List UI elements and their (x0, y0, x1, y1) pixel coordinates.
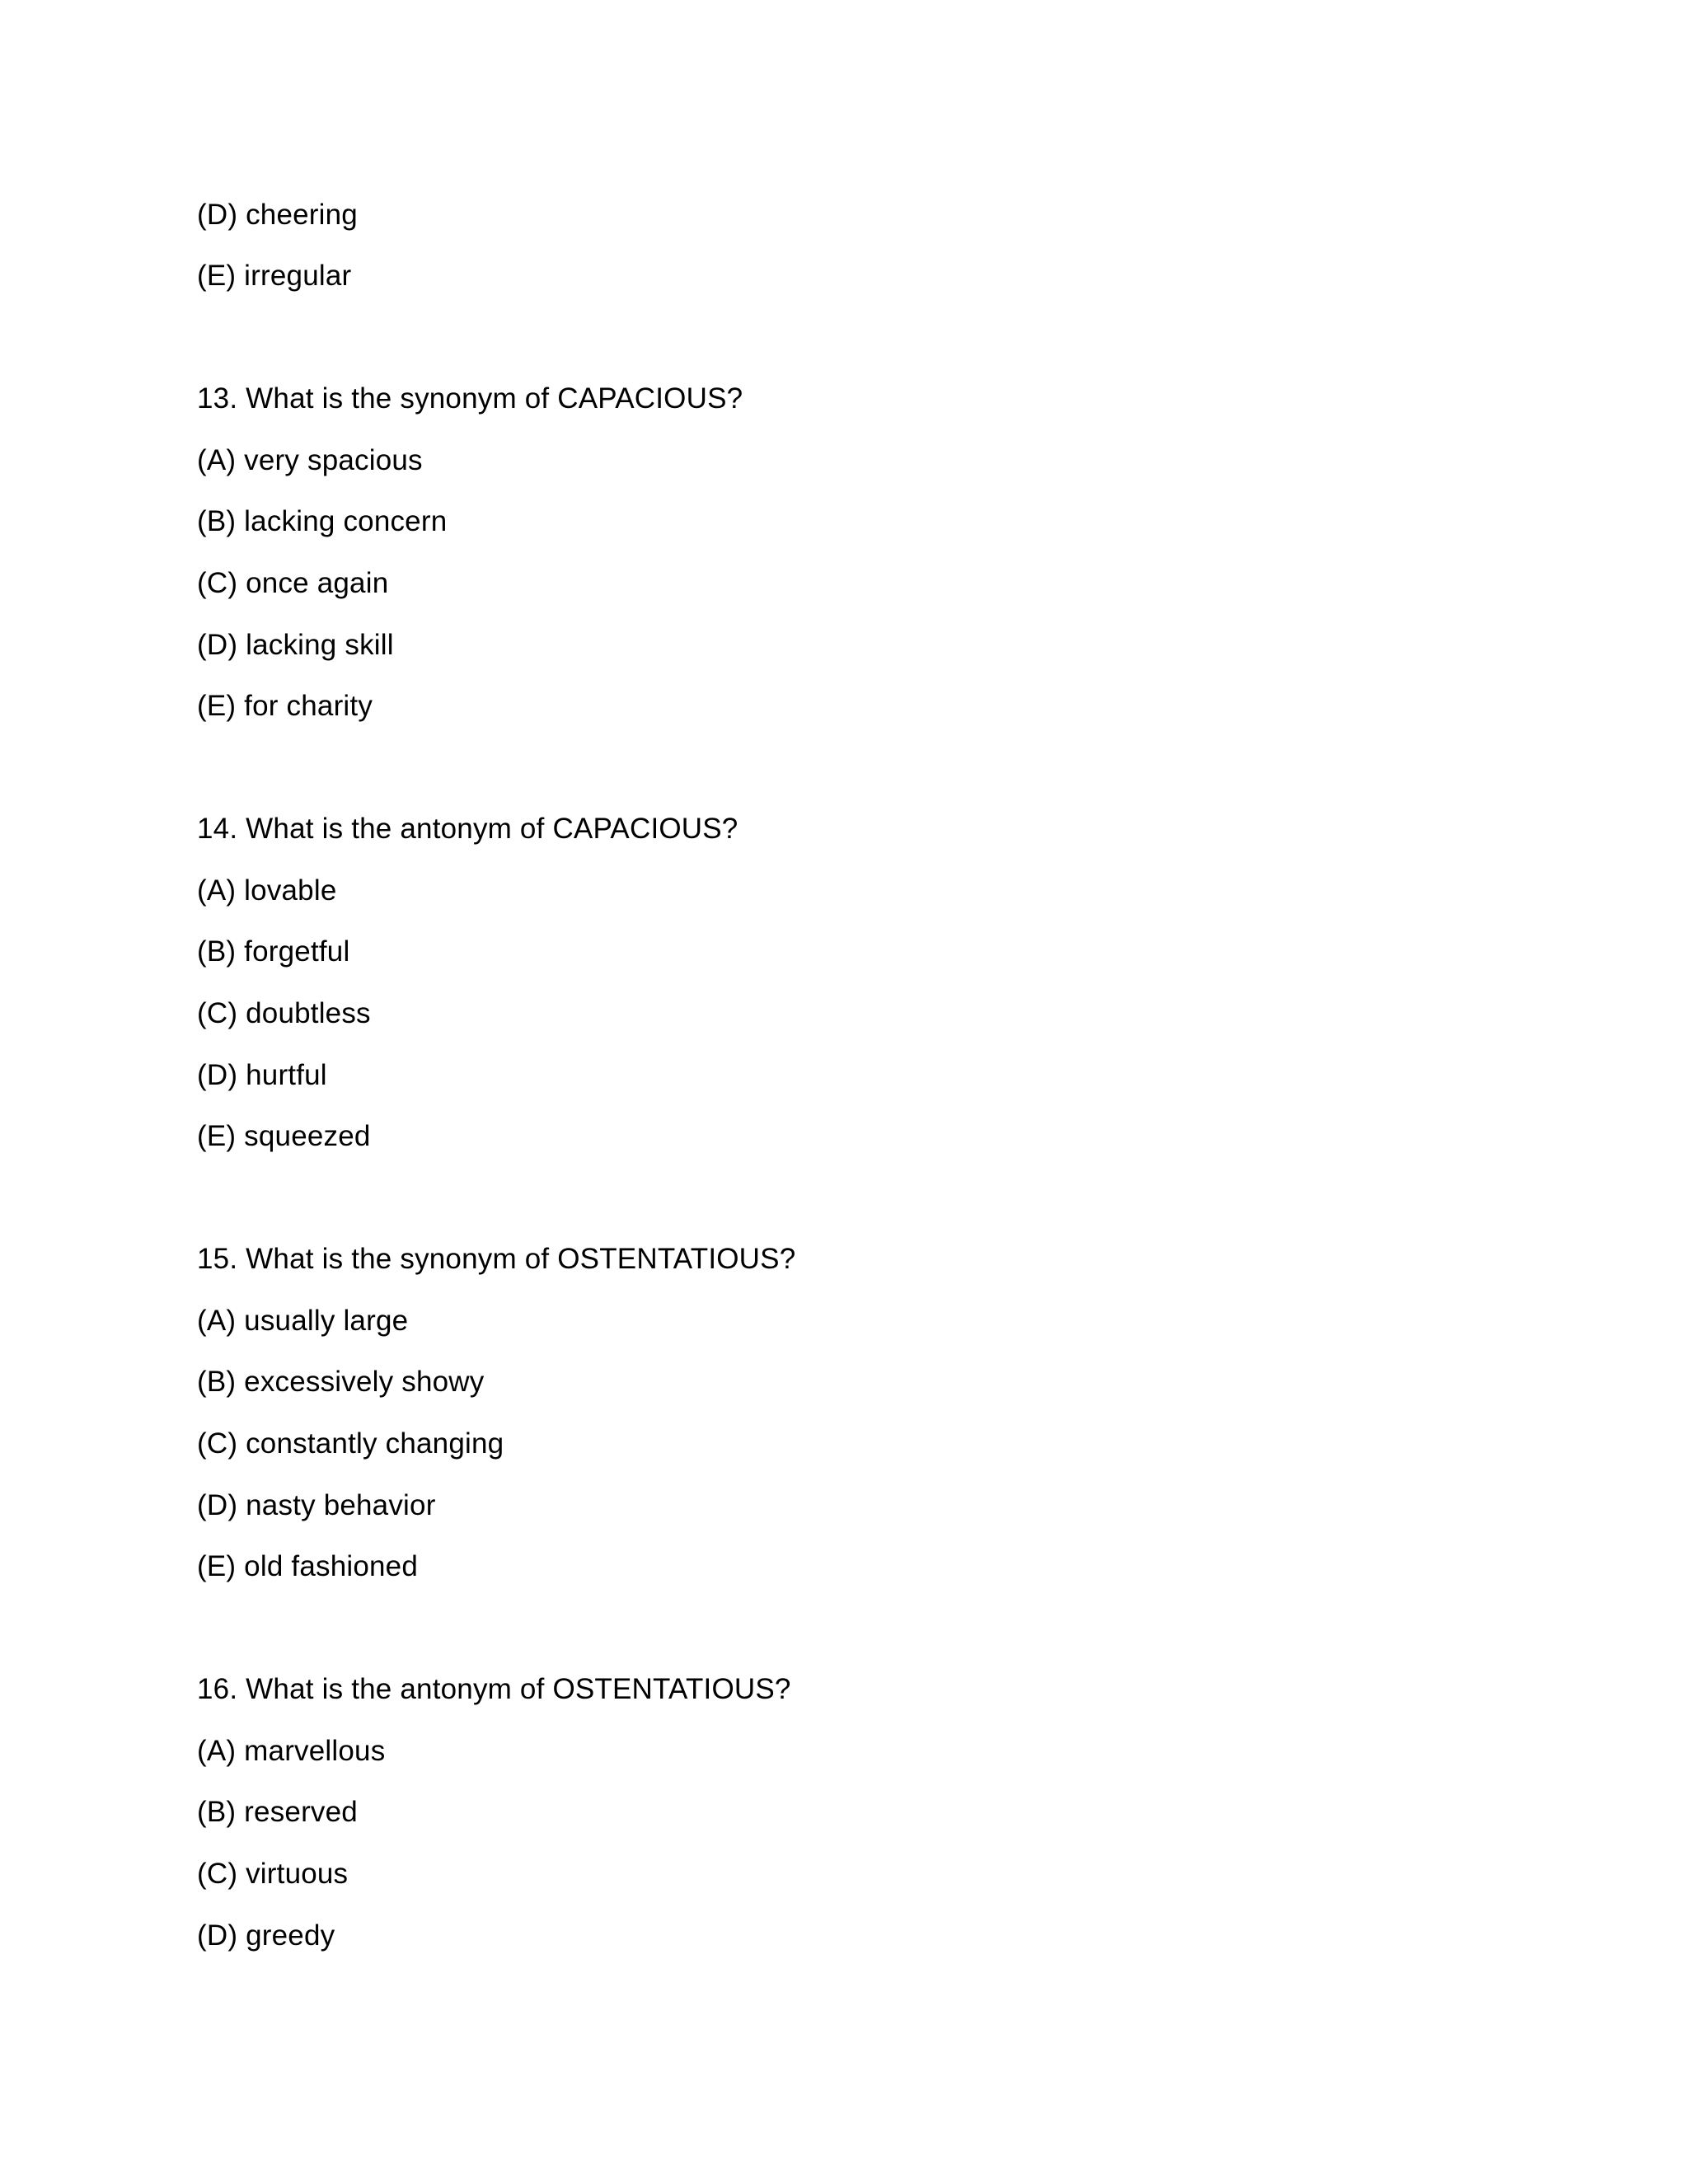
answer-option: (D) hurtful (197, 1059, 327, 1091)
question-prompt: 13. What is the synonym of CAPACIOUS? (197, 382, 743, 415)
answer-option: (E) squeezed (197, 1120, 371, 1152)
answer-option: (B) lacking concern (197, 505, 448, 537)
answer-option: (B) excessively showy (197, 1366, 485, 1398)
answer-option: (A) marvellous (197, 1735, 386, 1767)
answer-option: (E) for charity (197, 690, 373, 722)
answer-option: (A) very spacious (197, 444, 423, 476)
answer-option: (C) virtuous (197, 1858, 349, 1890)
answer-option: (E) old fashioned (197, 1550, 419, 1582)
answer-option: (A) lovable (197, 874, 337, 907)
answer-option: (C) constantly changing (197, 1427, 504, 1460)
question-prompt: 14. What is the antonym of CAPACIOUS? (197, 813, 738, 845)
question-prompt: 15. What is the synonym of OSTENTATIOUS? (197, 1243, 796, 1275)
answer-option: (D) lacking skill (197, 629, 394, 661)
answer-option: (B) forgetful (197, 935, 350, 968)
carryover-option-d: (D) cheering (197, 199, 358, 231)
answer-option: (D) greedy (197, 1919, 335, 1952)
answer-option: (A) usually large (197, 1305, 409, 1337)
answer-option: (D) nasty behavior (197, 1489, 436, 1521)
answer-option: (C) once again (197, 567, 389, 599)
carryover-option-e: (E) irregular (197, 260, 352, 292)
question-prompt: 16. What is the antonym of OSTENTATIOUS? (197, 1673, 791, 1705)
answer-option: (B) reserved (197, 1796, 358, 1828)
answer-option: (C) doubtless (197, 997, 371, 1029)
